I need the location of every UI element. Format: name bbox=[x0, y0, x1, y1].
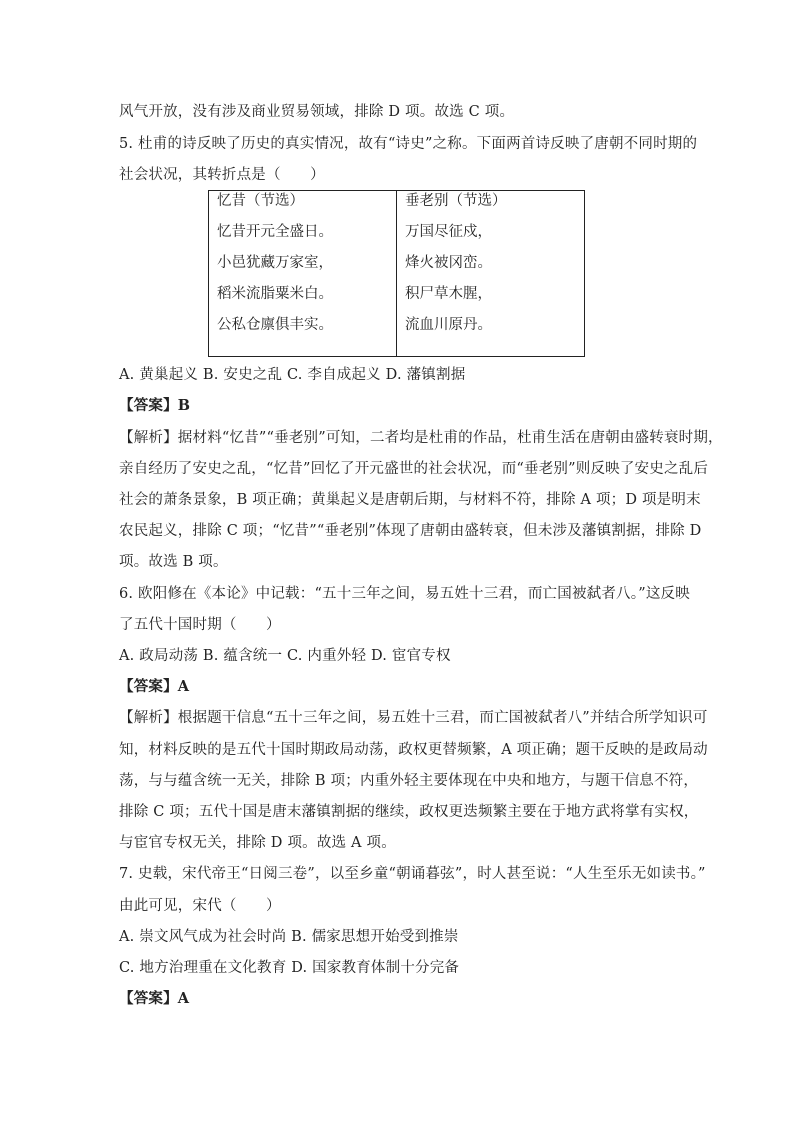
analysis-text: 农民起义，排除 C 项；“忆昔”“垂老别”体现了唐朝由盛转衰，但未涉及藩镇割据，排除 D bbox=[119, 523, 702, 539]
answer-label: 【答案】B bbox=[119, 397, 191, 414]
question-5-stem: 5. 杜甫的诗反映了历史的真实情况，故有“诗史”之称。下面两首诗反映了唐朝不同时期的 bbox=[119, 136, 698, 152]
analysis-text: 与宦官专权无关，排除 D 项。故选 A 项。 bbox=[119, 835, 396, 851]
question-6-stem-cont: 了五代十国时期（ ） bbox=[119, 617, 281, 633]
poem-title: 忆昔（节选） bbox=[217, 193, 304, 209]
question-7-stem: 7. 史载，宋代帝王“日阅三卷”，以至乡童“朝诵暮弦”，时人甚至说：“人生至乐无如读书。” bbox=[119, 866, 706, 882]
analysis-text: 排除 C 项；五代十国是唐末藩镇割据的继续，政权更迭频繁主要在于地方武将掌有实权， bbox=[119, 804, 699, 820]
poem-line: 积尸草木腥， bbox=[405, 286, 492, 302]
poem-table bbox=[208, 190, 585, 357]
question-5-stem-cont: 社会状况，其转折点是（ ） bbox=[119, 167, 325, 183]
answer-label: 【答案】A bbox=[119, 678, 190, 695]
analysis-text: 荡，与与蕴含统一无关，排除 B 项；内重外轻主要体现在中央和地方，与题干信息不符， bbox=[119, 773, 699, 789]
text-line: 风气开放，没有涉及商业贸易领域，排除 D 项。故选 C 项。 bbox=[119, 104, 515, 120]
poem-chuilaobie bbox=[397, 191, 585, 357]
analysis-text: 知，材料反映的是五代十国时期政局动荡，政权更替频繁，A 项正确；题干反映的是政局动 bbox=[119, 742, 708, 758]
analysis-text: 项。故选 B 项。 bbox=[119, 554, 228, 570]
question-6-options: A. 政局动荡 B. 蕴含统一 C. 内重外轻 D. 宦官专权 bbox=[119, 648, 451, 664]
question-7-options-cd: C. 地方治理重在文化教育 D. 国家教育体制十分完备 bbox=[119, 960, 460, 976]
poem-line: 公私仓廪俱丰实。 bbox=[217, 317, 333, 333]
question-5-options: A. 黄巢起义 B. 安史之乱 C. 李自成起义 D. 藩镇割据 bbox=[119, 367, 466, 383]
poem-line: 忆昔开元全盛日。 bbox=[217, 224, 333, 240]
poem-line: 小邑犹藏万家室， bbox=[217, 255, 333, 271]
question-7-stem-cont: 由此可见，宋代（ ） bbox=[119, 898, 281, 914]
poem-line: 流血川原丹。 bbox=[405, 317, 492, 333]
question-6-stem: 6. 欧阳修在《本论》中记载：“五十三年之间，易五姓十三君，而亡国被弑者八。”这反映 bbox=[119, 586, 690, 602]
answer-label: 【答案】A bbox=[119, 990, 190, 1007]
poem-line: 万国尽征戍， bbox=[405, 224, 492, 240]
poem-line: 稻米流脂粟米白。 bbox=[217, 286, 333, 302]
poem-line: 烽火被冈峦。 bbox=[405, 255, 492, 271]
question-7-options-ab: A. 崇文风气成为社会时尚 B. 儒家思想开始受到推崇 bbox=[119, 929, 459, 945]
analysis-text: 亲自经历了安史之乱，“忆昔”回忆了开元盛世的社会状况，而“垂老别”则反映了安史之乱后 bbox=[119, 461, 709, 477]
analysis-text: 社会的萧条景象，B 项正确；黄巢起义是唐朝后期，与材料不符，排除 A 项；D 项是明末 bbox=[119, 492, 701, 508]
poem-yixi bbox=[209, 191, 397, 357]
analysis-text: 【解析】根据题干信息“五十三年之间，易五姓十三君，而亡国被弑者八”并结合所学知识可 bbox=[119, 710, 708, 726]
poem-title: 垂老别（节选） bbox=[405, 193, 507, 209]
analysis-text: 【解析】据材料“忆昔”“垂老别”可知，二者均是杜甫的作品，杜甫生活在唐朝由盛转衰时期， bbox=[119, 430, 723, 446]
